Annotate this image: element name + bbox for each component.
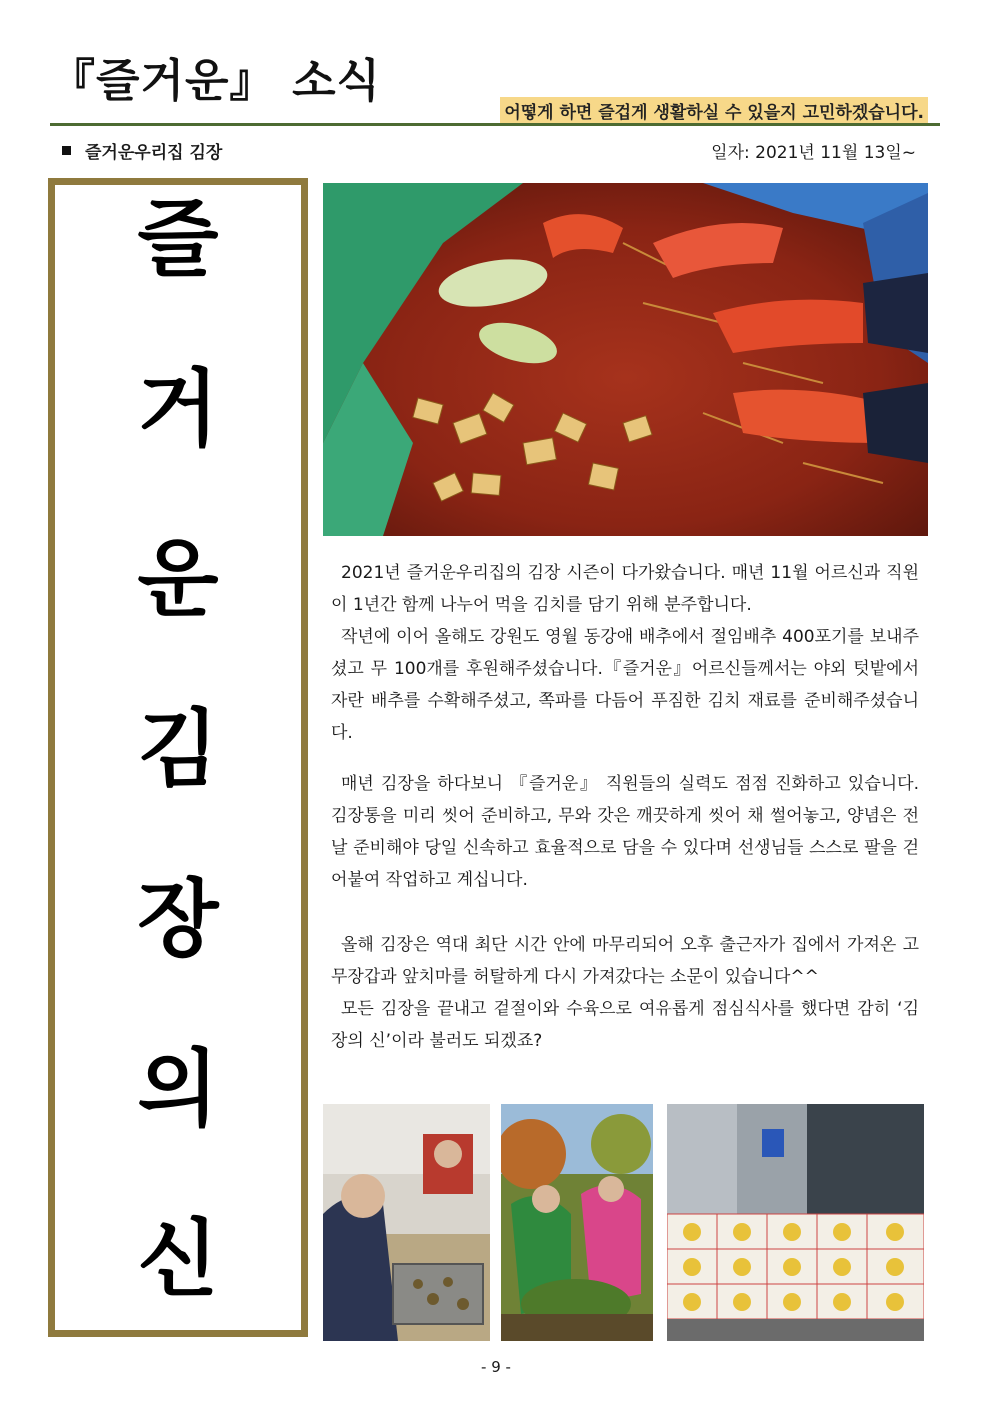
- square-bullet-icon: [62, 146, 71, 155]
- cabbage-boxes-photo: [667, 1104, 924, 1341]
- vertical-title-char: 장: [137, 870, 219, 968]
- vertical-title-char: 거: [137, 360, 219, 458]
- paragraph: 작년에 이어 올해도 강원도 영월 동강애 배추에서 절임배추 400포기를 보내주셨고 무 100개를 후원해주셨습니다.『즐거운』어르신들께서는 야외 텃밭에서 자란 배추를 수확해주셨고, 쪽파를 다듬어 푸짐한 김치 재료를 준비해주셨습니다.: [331, 627, 919, 743]
- tagline: 어떻게 하면 즐겁게 생활하실 수 있을지 고민하겠습니다.: [500, 97, 928, 125]
- cabbage-harvest-photo: [501, 1104, 653, 1341]
- vertical-title-char: 운: [137, 530, 219, 628]
- article-block-3: [331, 929, 919, 1057]
- vertical-title-char: 김: [137, 700, 219, 798]
- article-block-1: [331, 557, 919, 749]
- section-heading: [62, 138, 222, 163]
- elders-trimming-scallions-photo: [323, 1104, 490, 1341]
- section-label: 즐거운우리집 김장: [85, 143, 223, 163]
- vertical-title-char: 신: [137, 1210, 219, 1308]
- paragraph: 모든 김장을 끝내고 겉절이와 수육으로 여유롭게 점심식사를 했다면 감히 ‘김장의 신’이라 불러도 되겠죠?: [331, 999, 919, 1051]
- header-rule: [50, 123, 940, 126]
- article-block-2: [331, 768, 919, 896]
- event-date: 일자: 2021년 11월 13일~: [711, 143, 916, 163]
- paragraph: 매년 김장을 하다보니 『즐거운』 직원들의 실력도 점점 진화하고 있습니다. 김장통을 미리 씻어 준비하고, 무와 갓은 깨끗하게 씻어 채 썰어놓고, 양념은 전날 준비해야 당일 신속하고 효율적으로 담을 수 있다며 선생님들 스스로 팔을 걷어붙여 작업하고 계십니다.: [331, 774, 919, 890]
- vertical-title-char: 즐: [137, 190, 219, 288]
- paragraph: 올해 김장은 역대 최단 시간 안에 마무리되어 오후 출근자가 집에서 가져온 고무장갑과 앞치마를 허탈하게 다시 가져갔다는 소문이 있습니다^^: [331, 935, 919, 987]
- page-number: - 9 -: [481, 1358, 511, 1376]
- kimchi-making-photo: [323, 183, 928, 536]
- page-title: 『즐거운』 소식: [50, 54, 382, 107]
- vertical-title-char: 의: [137, 1040, 219, 1138]
- paragraph: 2021년 즐거운우리집의 김장 시즌이 다가왔습니다. 매년 11월 어르신과 직원이 1년간 함께 나누어 먹을 김치를 담기 위해 분주합니다.: [331, 563, 919, 615]
- vertical-title-box: [48, 178, 308, 1337]
